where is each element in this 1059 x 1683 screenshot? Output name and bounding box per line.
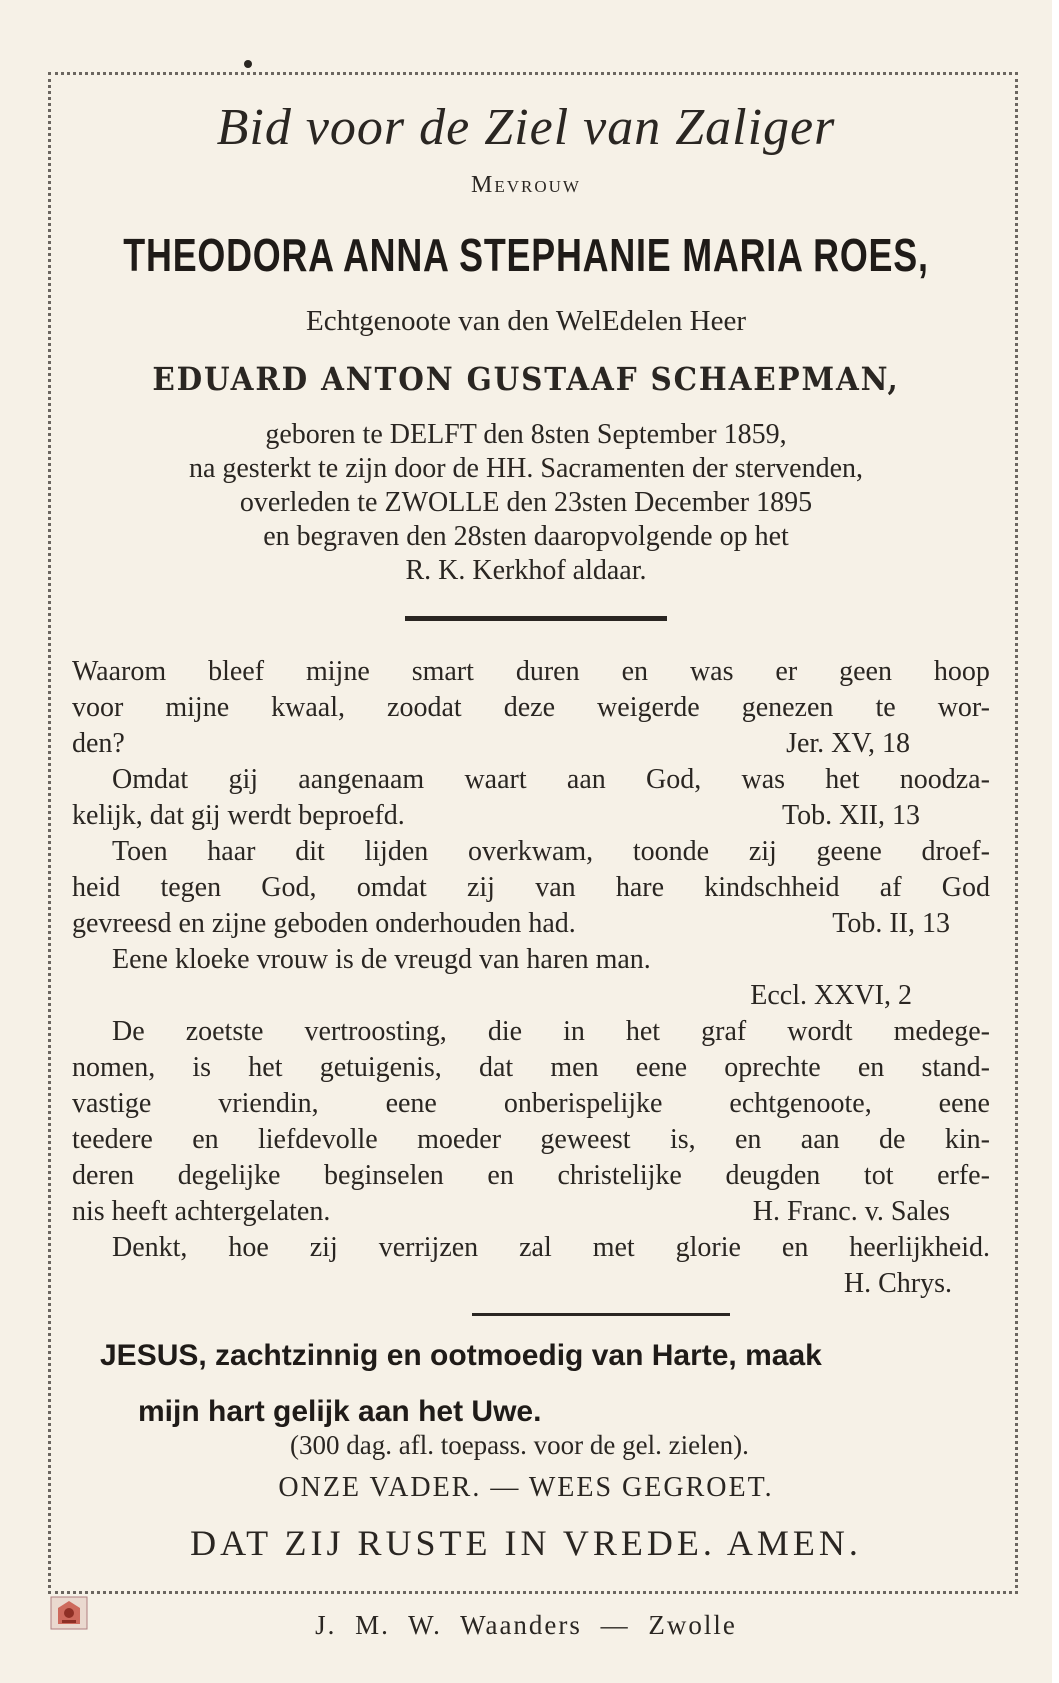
text-line (72, 1194, 990, 1230)
word: die (487, 1016, 523, 1047)
word: lijden (364, 836, 429, 867)
word: deugden (725, 1160, 821, 1191)
prayer (100, 1328, 990, 1440)
word: mijne (306, 656, 370, 687)
word: was (741, 764, 786, 795)
word: zij (309, 1232, 338, 1263)
word: zoetste (185, 1016, 264, 1047)
word: droef- (921, 836, 990, 867)
text-line (72, 654, 990, 690)
bio-line: overleden te ZWOLLE den 23sten December 1895 (239, 487, 813, 518)
word: zal (519, 1232, 552, 1263)
word: zoodat (387, 692, 462, 723)
word: stand- (921, 1052, 990, 1083)
text-line (72, 906, 990, 942)
word: is, (669, 1124, 696, 1155)
prayer-line: JESUS, zachtzinnig en ootmoedig van Harte, maak (100, 1339, 822, 1372)
text-reference: H. Chrys. (843, 1268, 952, 1299)
word: duren (515, 656, 580, 687)
ink-dot (244, 60, 252, 68)
text-line (72, 762, 990, 798)
word: aan (566, 764, 606, 795)
bio-line: na gesterkt te zijn door de HH. Sacramenten der stervenden, (188, 453, 864, 484)
word: gij (228, 764, 259, 795)
word: de (879, 1124, 906, 1155)
word: kin- (944, 1124, 990, 1155)
word: God, (261, 872, 317, 903)
word: weigerde (597, 692, 700, 723)
word: bleef (208, 656, 265, 687)
word: tegen (160, 872, 222, 903)
divider (405, 616, 667, 621)
word: kwaal, (271, 692, 346, 723)
word: is (192, 1052, 212, 1083)
word: in (563, 1016, 585, 1047)
text-line (72, 1158, 990, 1194)
text-reference: H. Franc. v. Sales (752, 1196, 950, 1227)
word: en (857, 1052, 885, 1083)
our-father-line: ONZE VADER. — WEES GEGROET. (278, 1472, 774, 1503)
word: vriendin, (218, 1088, 319, 1119)
text-line-body: den? (72, 728, 125, 759)
divider (472, 1313, 730, 1316)
word: God, (646, 764, 702, 795)
word: toonde (632, 836, 710, 867)
word: graf (701, 1016, 747, 1047)
text-line (72, 726, 990, 762)
honorific: Mevrouw (471, 172, 581, 198)
word: De (112, 1016, 145, 1047)
word: liefdevolle (257, 1124, 378, 1155)
word: te (875, 692, 896, 723)
word: aangenaam (298, 764, 425, 795)
word: en (487, 1160, 514, 1191)
word: onberispelijke (503, 1088, 663, 1119)
word: heid (72, 872, 121, 903)
word: smart (411, 656, 474, 687)
word: van (535, 872, 576, 903)
word: het (248, 1052, 283, 1083)
word: oprechte (724, 1052, 821, 1083)
word: verrijzen (378, 1232, 479, 1263)
text-line (72, 1050, 990, 1086)
word: het (825, 764, 860, 795)
printer-imprint: J. M. W. Waanders — Zwolle (315, 1610, 737, 1640)
text-line (72, 798, 990, 834)
word: met (592, 1232, 635, 1263)
word: echtgenoote, (729, 1088, 872, 1119)
word: dat (478, 1052, 514, 1083)
word: aan (800, 1124, 840, 1155)
word: geen (839, 656, 892, 687)
word: hoe (228, 1232, 269, 1263)
text-reference: Jer. XV, 18 (786, 728, 910, 759)
word: overkwam, (467, 836, 594, 867)
word: er (775, 656, 798, 687)
rip-line: DAT ZIJ RUSTE IN VREDE. AMEN. (190, 1523, 862, 1563)
text-line-body: gevreesd en zijne geboden onderhouden had. (72, 908, 576, 939)
word: tot (863, 1160, 894, 1191)
scripture-texts (72, 654, 990, 1302)
word: Denkt, (112, 1232, 188, 1263)
word: heerlijkheid. (849, 1232, 990, 1263)
indulgence-note: (300 dag. afl. toepass. voor de gel. zielen). (290, 1430, 749, 1460)
bio-line: R. K. Kerkhof aldaar. (405, 555, 647, 586)
word: omdat (356, 872, 427, 903)
spouse-name: EDUARD ANTON GUSTAAF SCHAEPMAN, (152, 360, 900, 398)
word: moeder (417, 1124, 502, 1155)
text-line (72, 690, 990, 726)
scan-edge (1052, 0, 1059, 1683)
biography (0, 418, 1052, 588)
word: het (625, 1016, 661, 1047)
word: zij (748, 836, 777, 867)
word: nomen, (72, 1052, 156, 1083)
word: eene (938, 1088, 990, 1119)
word: vertroosting, (304, 1016, 447, 1047)
word: men (550, 1052, 599, 1083)
word: en (192, 1124, 219, 1155)
spouse-intro: Echtgenoote van den WelEdelen Heer (306, 305, 746, 337)
word: en (735, 1124, 762, 1155)
word: haar (207, 836, 256, 867)
text-line-body: kelijk, dat gij werdt beproefd. (72, 800, 405, 831)
text-reference: Eccl. XXVI, 2 (750, 980, 912, 1011)
bio-line: en begraven den 28sten daaropvolgende op het (263, 521, 789, 552)
card-title: Bid voor de Ziel van Zaliger (216, 99, 836, 156)
word: christelijke (557, 1160, 682, 1191)
word: en (621, 656, 648, 687)
word: deren (72, 1160, 135, 1191)
word: hoop (933, 656, 990, 687)
text-line (72, 1122, 990, 1158)
word: deze (503, 692, 556, 723)
word: glorie (675, 1232, 741, 1263)
word: Waarom (72, 656, 167, 687)
deceased-name: THEODORA ANNA STEPHANIE MARIA ROES, (123, 229, 929, 281)
prayer-line: mijn hart gelijk aan het Uwe. (138, 1395, 542, 1428)
text-line-body: nis heeft achtergelaten. (72, 1196, 331, 1227)
bio-line: geboren te DELFT den 8sten September 1859, (265, 419, 787, 450)
text-line (72, 1266, 990, 1302)
word: teedere (72, 1124, 153, 1155)
word: beginselen (324, 1160, 444, 1191)
word: medege- (893, 1016, 990, 1047)
word: eene (385, 1088, 437, 1119)
word: zij (466, 872, 495, 903)
word: vastige (72, 1088, 152, 1119)
word: Toen (112, 836, 168, 867)
word: degelijke (177, 1160, 281, 1191)
word: wordt (787, 1016, 853, 1047)
word: God (941, 872, 990, 903)
text-reference: Tob. II, 13 (832, 908, 950, 939)
word: geene (816, 836, 882, 867)
text-line (72, 1230, 990, 1266)
word: hare (615, 872, 665, 903)
word: dit (295, 836, 325, 867)
word: voor (72, 692, 124, 723)
word: eene (635, 1052, 688, 1083)
word: genezen (741, 692, 834, 723)
word: kindschheid (704, 872, 840, 903)
word: wor- (937, 692, 990, 723)
word: af (879, 872, 902, 903)
word: mijne (165, 692, 230, 723)
word: getuigenis, (319, 1052, 442, 1083)
word: noodza- (899, 764, 990, 795)
text-line: Eene kloeke vrouw is de vreugd van haren man. (112, 944, 651, 975)
word: Omdat (112, 764, 189, 795)
text-reference: Tob. XII, 13 (781, 800, 920, 831)
text-line (72, 1086, 990, 1122)
word: en (781, 1232, 809, 1263)
text-line (72, 1014, 990, 1050)
word: waart (464, 764, 527, 795)
word: geweest (540, 1124, 631, 1155)
word: erfe- (937, 1160, 990, 1191)
text-line (72, 978, 990, 1014)
word: was (689, 656, 734, 687)
text-line (72, 870, 990, 906)
text-line (72, 834, 990, 870)
